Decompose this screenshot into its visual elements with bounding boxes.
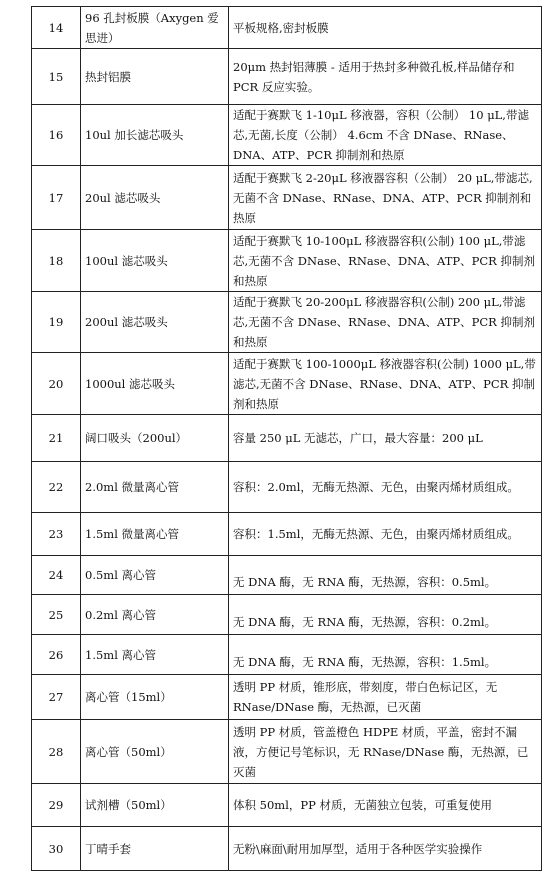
table-row bbox=[32, 720, 542, 784]
row-number: 22 bbox=[32, 462, 81, 513]
row-number: 21 bbox=[32, 415, 81, 462]
product-name: 试剂槽（50ml） bbox=[81, 784, 229, 827]
row-number: 17 bbox=[32, 166, 81, 230]
product-name: 96 孔封板膜（Axygen 爱思进） bbox=[81, 7, 229, 49]
product-name: 阔口吸头（200ul） bbox=[81, 415, 229, 462]
table-row bbox=[32, 105, 542, 166]
row-number: 25 bbox=[32, 595, 81, 635]
product-spec: 体积 50ml，PP 材质，无菌独立包装，可重复使用 bbox=[229, 784, 542, 827]
row-number: 30 bbox=[32, 827, 81, 871]
product-spec: 适配于赛默飞 100-1000μL 移液器容积(公制) 1000 μL,带滤芯,无菌不含 DNase、RNase、DNA、ATP、PCR 抑制剂和热原 bbox=[229, 353, 542, 415]
table-row bbox=[32, 635, 542, 675]
product-name: 100ul 滤芯吸头 bbox=[81, 230, 229, 292]
row-number: 19 bbox=[32, 292, 81, 353]
product-spec-text: 无 DNA 酶，无 RNA 酶，无热源，容积：0.5ml。 bbox=[233, 575, 497, 589]
product-spec: 无粉\麻面\耐用加厚型，适用于各种医学实验操作 bbox=[229, 827, 542, 871]
table-row bbox=[32, 7, 542, 49]
table-row bbox=[32, 556, 542, 595]
row-number: 27 bbox=[32, 675, 81, 720]
table-row bbox=[32, 230, 542, 292]
row-number: 14 bbox=[32, 7, 81, 49]
table-row bbox=[32, 415, 542, 462]
row-number: 29 bbox=[32, 784, 81, 827]
product-spec: 适配于赛默飞 10-100μL 移液器容积(公制) 100 μL,带滤芯,无菌不含 DNase、RNase、DNA、ATP、PCR 抑制剂和热原 bbox=[229, 230, 542, 292]
row-number: 23 bbox=[32, 513, 81, 556]
product-spec-text: 无 DNA 酶，无 RNA 酶，无热源，容积：0.2ml。 bbox=[233, 614, 497, 629]
product-spec: 容积：1.5ml，无酶无热源、无色，由聚丙烯材质组成。 bbox=[229, 513, 542, 556]
table-row bbox=[32, 353, 542, 415]
product-name: 1.5ml 离心管 bbox=[81, 635, 229, 675]
product-name: 10ul 加长滤芯吸头 bbox=[81, 105, 229, 166]
row-number: 15 bbox=[32, 49, 81, 105]
row-number: 24 bbox=[32, 556, 81, 595]
table-row bbox=[32, 462, 542, 513]
product-spec: 平板规格,密封板膜 bbox=[229, 7, 542, 49]
product-name: 1000ul 滤芯吸头 bbox=[81, 353, 229, 415]
table-row bbox=[32, 675, 542, 720]
table-row bbox=[32, 827, 542, 871]
product-name: 离心管（15ml） bbox=[81, 675, 229, 720]
table-row bbox=[32, 292, 542, 353]
product-spec: 容量 250 μL 无滤芯，广口，最大容量：200 μL bbox=[229, 415, 542, 462]
product-name: 1.5ml 微量离心管 bbox=[81, 513, 229, 556]
product-name: 0.2ml 离心管 bbox=[81, 595, 229, 635]
product-spec-text: 无 DNA 酶，无 RNA 酶，无热源，容积：1.5ml。 bbox=[233, 654, 497, 669]
product-name: 0.5ml 离心管 bbox=[81, 556, 229, 595]
product-name: 20ul 滤芯吸头 bbox=[81, 166, 229, 230]
table-row bbox=[32, 595, 542, 635]
product-name: 200ul 滤芯吸头 bbox=[81, 292, 229, 353]
table-row bbox=[32, 166, 542, 230]
product-spec: 适配于赛默飞 20-200μL 移液器容积(公制) 200 μL,带滤芯,无菌不含 DNase、RNase、DNA、ATP、PCR 抑制剂和热原 bbox=[229, 292, 542, 353]
row-number: 28 bbox=[32, 720, 81, 784]
product-spec: 容积：2.0ml，无酶无热源、无色，由聚丙烯材质组成。 bbox=[229, 462, 542, 513]
product-spec: 20μm 热封铝薄膜 - 适用于热封多种微孔板,样品储存和 PCR 反应实验。 bbox=[229, 49, 542, 105]
table-row bbox=[32, 784, 542, 827]
product-spec: 适配于赛默飞 2-20μL 移液器容积（公制） 20 μL,带滤芯,无菌不含 DNase、RNase、DNA、ATP、PCR 抑制剂和热原 bbox=[229, 166, 542, 230]
product-name: 丁晴手套 bbox=[81, 827, 229, 871]
document-page bbox=[31, 6, 541, 856]
row-number: 26 bbox=[32, 635, 81, 675]
product-spec: 透明 PP 材质，管盖橙色 HDPE 材质，平盖，密封不漏液，方便记号笔标识，无 RNase/DNase 酶，无热源，已灭菌 bbox=[229, 720, 542, 784]
row-number: 18 bbox=[32, 230, 81, 292]
product-name: 热封铝膜 bbox=[81, 49, 229, 105]
row-number: 20 bbox=[32, 353, 81, 415]
table-row bbox=[32, 513, 542, 556]
product-name: 离心管（50ml） bbox=[81, 720, 229, 784]
product-spec-table bbox=[31, 6, 542, 871]
product-spec bbox=[229, 595, 542, 635]
product-spec bbox=[229, 556, 542, 595]
product-spec bbox=[229, 635, 542, 675]
product-spec: 适配于赛默飞 1-10μL 移液器，容积（公制） 10 μL,带滤芯,无菌,长度（公制） 4.6cm 不含 DNase、RNase、DNA、ATP、PCR 抑制剂和热原 bbox=[229, 105, 542, 166]
table-row bbox=[32, 49, 542, 105]
row-number: 16 bbox=[32, 105, 81, 166]
product-spec: 透明 PP 材质，锥形底，带刻度，带白色标记区，无 RNase/DNase 酶，无热源，已灭菌 bbox=[229, 675, 542, 720]
product-name: 2.0ml 微量离心管 bbox=[81, 462, 229, 513]
